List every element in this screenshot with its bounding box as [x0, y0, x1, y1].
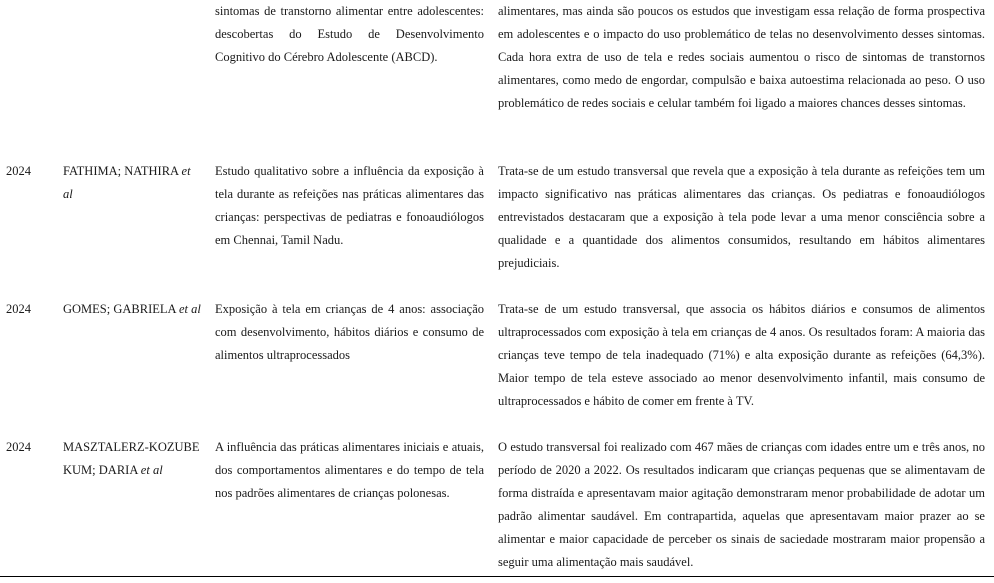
author-cell — [63, 160, 201, 206]
year-cell: 2024 — [6, 440, 31, 454]
year-cell: 2024 — [6, 164, 31, 178]
author-name: FATHIMA; NATHIRA — [63, 164, 182, 178]
table-bottom-rule — [0, 576, 994, 577]
result-cell: alimentares, mas ainda são poucos os estudos que investigam essa relação de forma prospectiva em adolescentes e o impacto do uso problemático de telas no desenvolvimento desses sintomas. Cada hora extra de uso de tela e redes sociais aumentou o risco de sintomas de transtornos alimentares, como medo de engordar, compulsão e baixa autoestima relacionada ao peso. O uso problemático de redes sociais e celular também foi ligado a maiores chances desses sintomas. — [498, 4, 985, 110]
author-et-al: et al — [140, 463, 163, 477]
title-cell: Estudo qualitativo sobre a influência da exposição à tela durante as refeições nas práticas alimentares das crianças: perspectivas de pediatras e fonoaudiólogos em Chennai, Tamil Nadu. — [215, 164, 484, 247]
result-cell: Trata-se de um estudo transversal, que associa os hábitos diários e consumos de alimentos ultraprocessados com exposição à tela em crianças de 4 anos. Os resultados foram: A maioria das crianças teve tempo de tela inadequado (71%) e alta exposição durante as refeições (64,3%). Maior tempo de tela esteve associado ao menor desenvolvimento infantil, mais consumo de ultraprocessados e hábito de comer em frente à TV. — [498, 302, 985, 408]
author-name: MASZTALERZ-KOZUBEKUM; DARIA — [63, 440, 200, 477]
title-cell: sintomas de transtorno alimentar entre adolescentes: descobertas do Estudo de Desenvolvimento Cognitivo do Cérebro Adolescente (ABCD). — [215, 4, 484, 64]
title-cell: A influência das práticas alimentares iniciais e atuais, dos comportamentos alimentares e do tempo de tela nos padrões alimentares de crianças polonesas. — [215, 440, 484, 500]
author-cell — [63, 298, 201, 321]
result-cell: Trata-se de um estudo transversal que revela que a exposição à tela durante as refeições tem um impacto significativo nas práticas alimentares das crianças. Os pediatras e fonoaudiólogos entrevistados destacaram que a exposição à tela pode levar a uma menor consciência sobre a qualidade e a quantidade dos alimentos consumidos, resultando em hábitos alimentares prejudiciais. — [498, 164, 985, 270]
author-name: GOMES; GABRIELA — [63, 302, 179, 316]
title-cell: Exposição à tela em crianças de 4 anos: associação com desenvolvimento, hábitos diários e consumo de alimentos ultraprocessados — [215, 302, 484, 362]
author-cell — [63, 436, 201, 482]
result-cell: O estudo transversal foi realizado com 467 mães de crianças com idades entre um e três anos, no período de 2020 a 2022. Os resultados indicaram que crianças pequenas que se alimentavam de forma distraída e apresentavam maior agitação demonstraram menor probabilidade de adotar um padrão alimentar saudável. Em contrapartida, aquelas que apresentavam maior prazer ao se alimentar e maior capacidade de perceber os sinais de saciedade mostraram maior propensão a seguir uma alimentação mais saudável. — [498, 440, 985, 569]
author-et-al: et al — [63, 164, 191, 201]
author-et-al: et al — [178, 302, 201, 316]
year-cell: 2024 — [6, 302, 31, 316]
